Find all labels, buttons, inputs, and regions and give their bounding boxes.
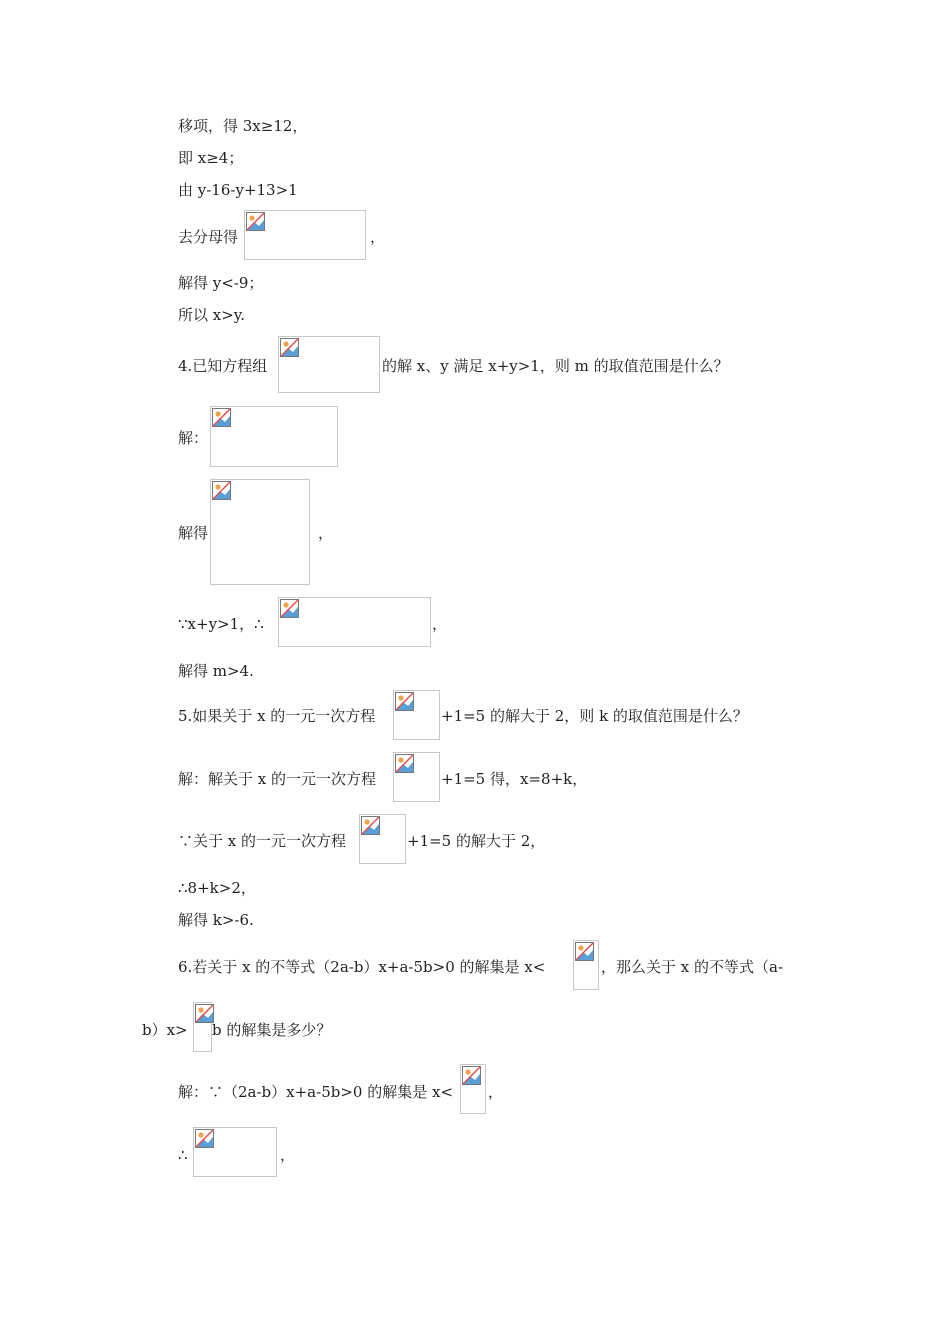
text-line: ， [370, 228, 386, 246]
formula-image [244, 210, 366, 260]
text-line: 即 x≥4； [178, 149, 244, 167]
text-line: 由 y-16-y+13>1 [178, 181, 298, 199]
question-5: 5.如果关于 x 的一元一次方程 [178, 707, 376, 725]
formula-image [359, 814, 406, 864]
text-line: 解得 y<-9； [178, 274, 264, 292]
text-line: ∵x+y>1，∴ [178, 615, 264, 633]
text-line: +1=5 的解大于 2， [407, 832, 546, 850]
text-line: ∴8+k>2， [178, 879, 256, 897]
text-line: 的解 x、y 满足 x+y>1，则 m 的取值范围是什么？ [382, 357, 729, 375]
formula-image [278, 597, 431, 647]
text-line: ， [432, 615, 448, 633]
formula-image [573, 940, 599, 990]
formula-image [193, 1127, 277, 1177]
formula-image [193, 1002, 212, 1052]
text-line: +1=5 的解大于 2，则 k 的取值范围是什么？ [441, 707, 748, 725]
text-line: ， [488, 1083, 504, 1101]
formula-image [278, 336, 380, 393]
text-line: ∴ [178, 1146, 188, 1164]
question-6: 6.若关于 x 的不等式（2a-b）x+a-5b>0 的解集是 x< [178, 958, 546, 976]
broken-image-icon [395, 754, 414, 773]
text-line: 解：解关于 x 的一元一次方程 [178, 770, 376, 788]
broken-image-icon [280, 599, 299, 618]
text-line: b）x> [142, 1021, 188, 1039]
broken-image-icon [280, 338, 299, 357]
broken-image-icon [246, 212, 265, 231]
broken-image-icon [195, 1129, 214, 1148]
text-line: 去分母得 [178, 228, 239, 246]
text-line: 解得 m>4. [178, 662, 254, 680]
broken-image-icon [395, 692, 414, 711]
text-line: b 的解集是多少？ [212, 1021, 332, 1039]
text-line: ∵关于 x 的一元一次方程 [178, 832, 346, 850]
broken-image-icon [212, 408, 231, 427]
text-line: 解得 [178, 524, 209, 542]
text-line: ， [318, 524, 334, 542]
broken-image-icon [462, 1066, 481, 1085]
text-line: 解： [178, 429, 209, 447]
question-4: 4.已知方程组 [178, 357, 268, 375]
broken-image-icon [212, 481, 231, 500]
broken-image-icon [575, 942, 594, 961]
text-line: 解得 k>-6. [178, 911, 254, 929]
formula-image [210, 406, 338, 467]
formula-image [393, 752, 440, 802]
text-line: ， [280, 1146, 296, 1164]
text-line: +1=5 得，x=8+k， [441, 770, 588, 788]
text-line: 移项，得 3x≥12， [178, 117, 308, 135]
formula-image [393, 690, 440, 740]
formula-image [460, 1064, 486, 1114]
text-line: ，那么关于 x 的不等式（a- [601, 958, 784, 976]
broken-image-icon [361, 816, 380, 835]
formula-image [210, 479, 310, 585]
text-line: 所以 x>y. [178, 306, 246, 324]
text-line: 解：∵（2a-b）x+a-5b>0 的解集是 x< [178, 1083, 454, 1101]
